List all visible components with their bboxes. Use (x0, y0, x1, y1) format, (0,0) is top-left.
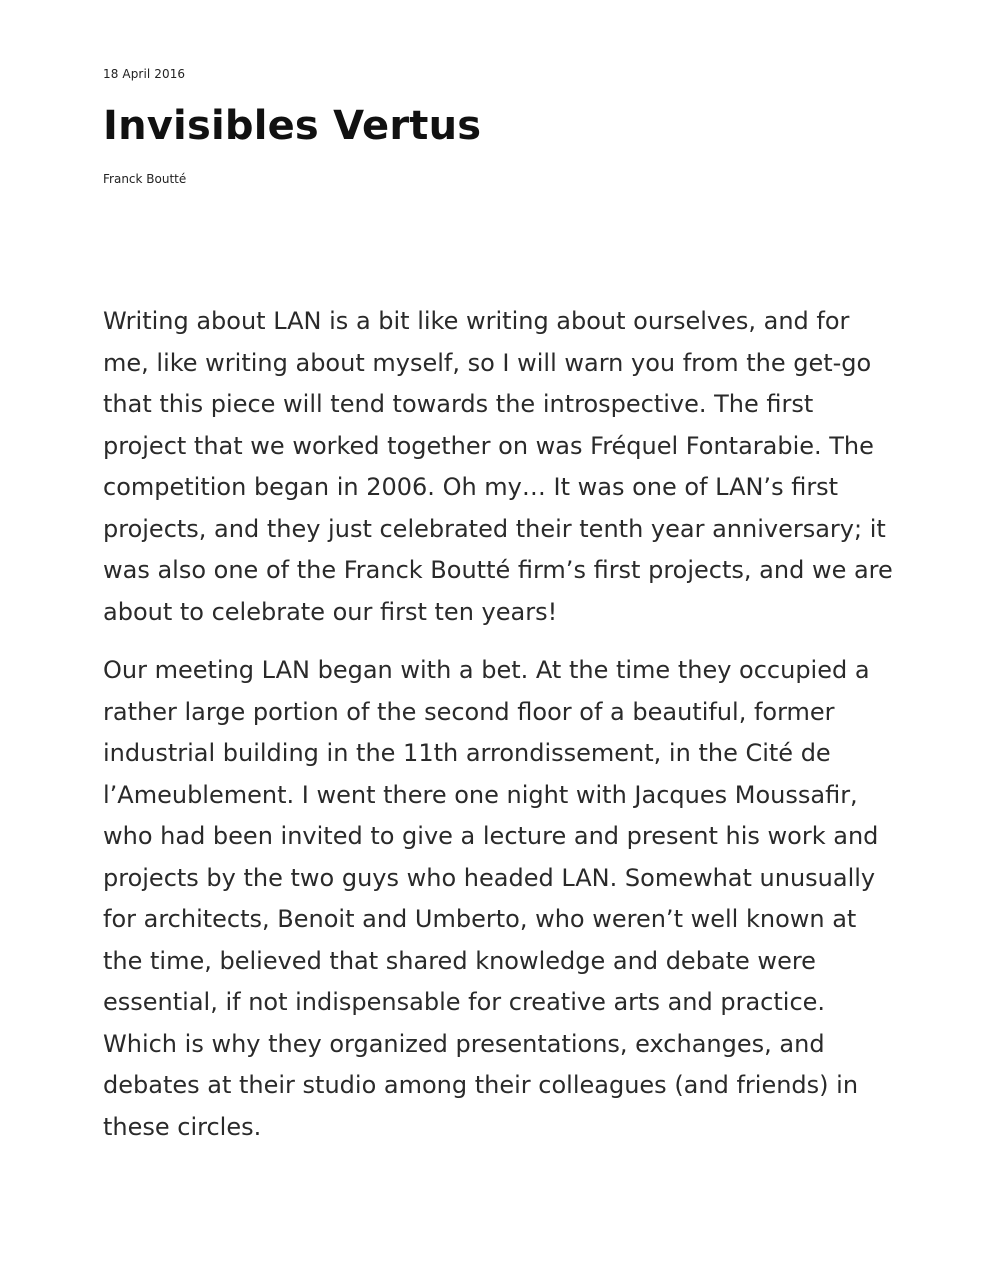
article-date: 18 April 2016 (103, 67, 186, 81)
article-author: Franck Boutté (103, 172, 187, 186)
article-body (103, 301, 903, 1148)
article-paragraph: Writing about LAN is a bit like writing about ourselves, and for me, like writing about myself, so I will warn you from the get-go that this piece will tend towards the introspective. The first project that we worked together on was Fréquel Fontarabie. The competition began in 2006. Oh my… It was one of LAN’s first projects, and they just celebrated their tenth year anniversary; it was also one of the Franck Boutté firm’s first projects, and we are about to celebrate our first ten years! (103, 307, 893, 626)
article (103, 66, 903, 1148)
article-title: Invisibles Vertus (103, 103, 482, 149)
article-paragraph: Our meeting LAN began with a bet. At the time they occupied a rather large portion of the second floor of a beautiful, former industrial building in the 11th arrondissement, in the Cité de l’Ameublement. I went there one night with Jacques Moussafir, who had been invited to give a lecture and present his work and projects by the two guys who headed LAN. Somewhat unusually for architects, Benoit and Umberto, who weren’t well known at the time, believed that shared knowledge and debate were essential, if not indispensable for creative arts and practice. Which is why they organized presentations, exchanges, and debates at their studio among their colleagues (and friends) in these circles. (103, 656, 879, 1141)
